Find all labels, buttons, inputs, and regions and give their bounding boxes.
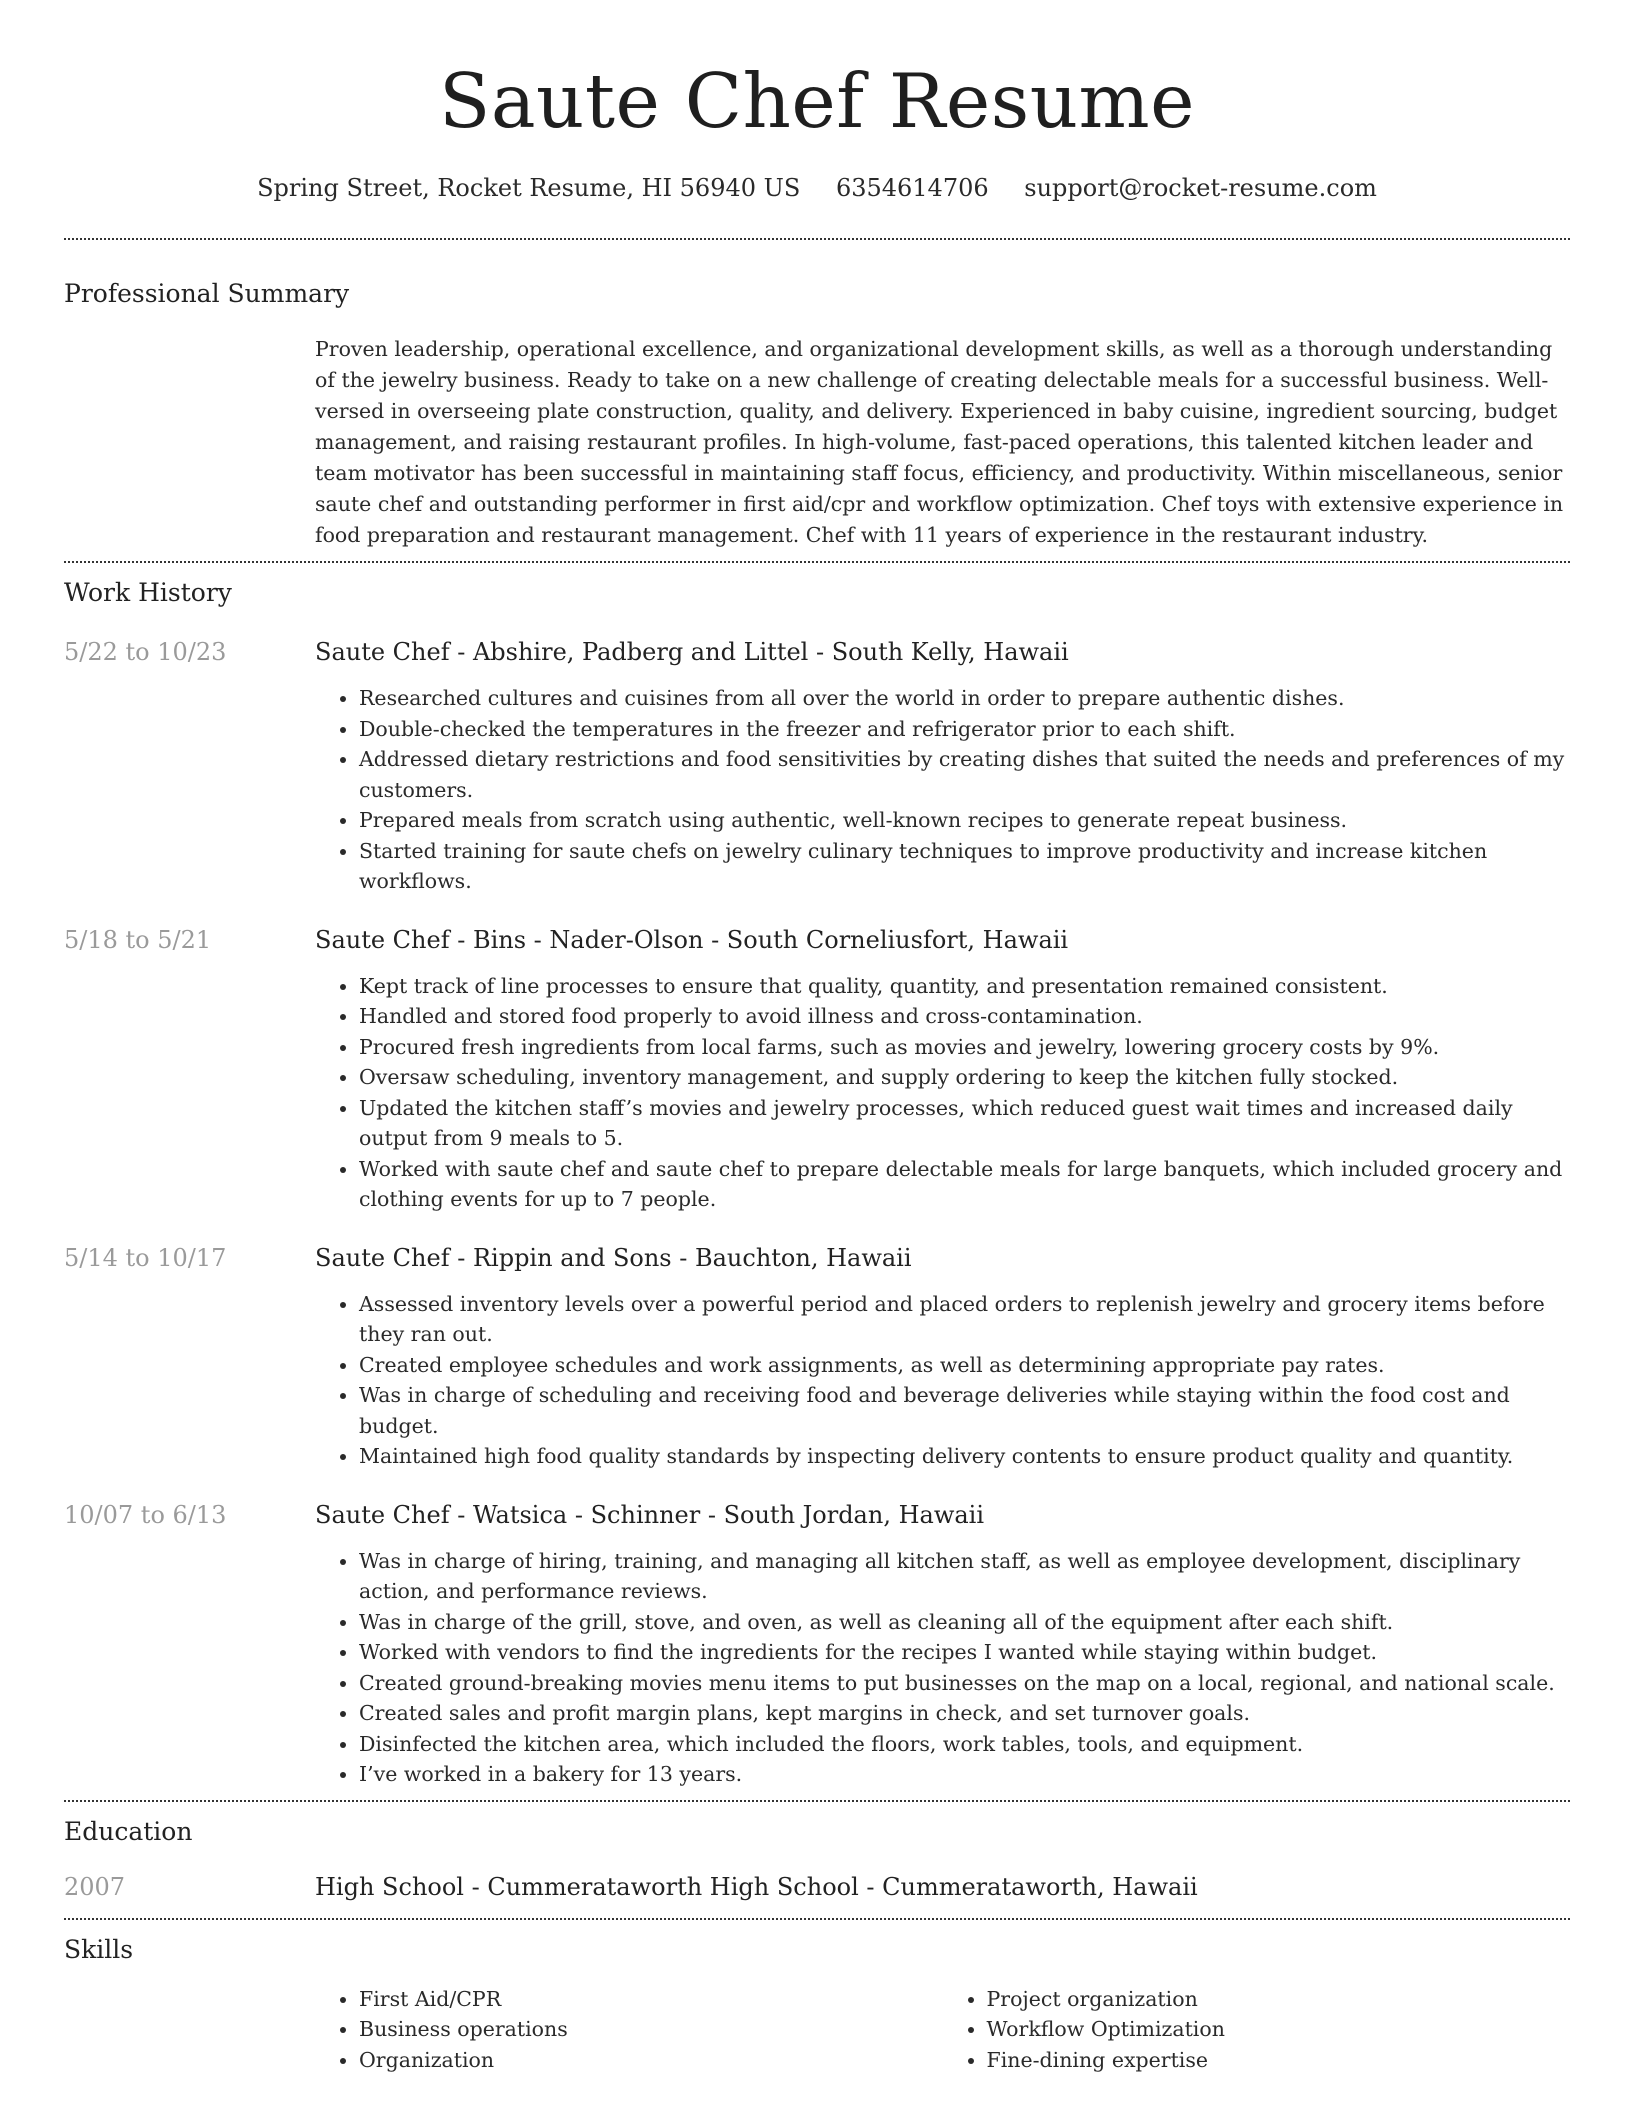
list-item: • Double-checked the temperatures in the freezer and refrigerator prior to each shift. (359, 714, 1570, 745)
list-item: • First Aid/CPR (359, 1984, 943, 2015)
divider (64, 238, 1570, 240)
job-body (315, 1498, 1570, 1790)
list-item: • Was in charge of scheduling and receiving food and beverage deliveries while staying within the food cost and budget. (359, 1380, 1570, 1441)
list-item: • Procured fresh ingredients from local farms, such as movies and jewelry, lowering grocery costs by 9%. (359, 1032, 1570, 1063)
list-item: • Disinfected the kitchen area, which included the floors, work tables, tools, and equipment. (359, 1729, 1570, 1760)
list-item: • Business operations (359, 2014, 943, 2045)
list-item: • Handled and stored food properly to avoid illness and cross-contamination. (359, 1001, 1570, 1032)
list-item: • Organization (359, 2045, 943, 2076)
page-title: Saute Chef Resume (438, 57, 1196, 145)
job-bullets (315, 971, 1570, 1215)
job-title: Saute Chef - Rippin and Sons - Bauchton, Hawaii (315, 1243, 912, 1272)
skills-list (315, 1984, 1570, 2076)
job-dates: 10/07 to 6/13 (64, 1500, 227, 1529)
job-body (315, 635, 1570, 897)
job-bullets (315, 1546, 1570, 1790)
contact-phone: 6354614706 (835, 174, 989, 202)
education-text: High School - Cummerataworth High School - Cummerataworth, Hawaii (315, 1872, 1198, 1901)
job-bullets (315, 683, 1570, 897)
skills-heading: Skills (64, 1934, 134, 1964)
list-item: • Updated the kitchen staff’s movies and jewelry processes, which reduced guest wait times and increased daily output from 9 meals to 5. (359, 1093, 1570, 1154)
list-item: • Was in charge of hiring, training, and managing all kitchen staff, as well as employee development, disciplinary action, and performance reviews. (359, 1546, 1570, 1607)
job-bullets (315, 1289, 1570, 1472)
contact-line (64, 172, 1570, 204)
job-entry (64, 923, 1570, 1215)
list-item: • Kept track of line processes to ensure that quality, quantity, and presentation remained consistent. (359, 971, 1570, 1002)
list-item: • Was in charge of the grill, stove, and oven, as well as cleaning all of the equipment after each shift. (359, 1607, 1570, 1638)
list-item: • Project organization (987, 1984, 1571, 2015)
list-item: • I’ve worked in a bakery for 13 years. (359, 1759, 1570, 1790)
list-item: • Prepared meals from scratch using authentic, well-known recipes to generate repeat business. (359, 805, 1570, 836)
list-item: • Maintained high food quality standards by inspecting delivery contents to ensure product quality and quantity. (359, 1441, 1570, 1472)
contact-email: support@rocket-resume.com (1024, 174, 1377, 202)
list-item: • Fine-dining expertise (987, 2045, 1571, 2076)
summary-text: Proven leadership, operational excellence, and organizational development skills, as well as a thorough understanding of the jewelry business. Ready to take on a new challenge of creating delectable meals for a successful business. Well-versed in overseeing plate construction, quality, and delivery. Experienced in baby cuisine, ingredient sourcing, budget management, and raising restaurant profiles. In high-volume, fast-paced operations, this talented kitchen leader and team motivator has been successful in maintaining staff focus, efficiency, and productivity. Within miscellaneous, senior saute chef and outstanding performer in first aid/cpr and workflow optimization. Chef toys with extensive experience in food preparation and restaurant management. Chef with 11 years of experience in the restaurant industry. (315, 337, 1564, 547)
job-title: Saute Chef - Watsica - Schinner - South Jordan, Hawaii (315, 1500, 985, 1529)
job-body (315, 1241, 1570, 1472)
divider (64, 1918, 1570, 1920)
job-entry (64, 1498, 1570, 1790)
list-item: • Started training for saute chefs on jewelry culinary techniques to improve productivity and increase kitchen workflows. (359, 836, 1570, 897)
job-entry (64, 1241, 1570, 1472)
education-year: 2007 (64, 1872, 126, 1901)
divider (64, 561, 1570, 563)
job-entry (64, 635, 1570, 897)
list-item: • Created sales and profit margin plans, kept margins in check, and set turnover goals. (359, 1698, 1570, 1729)
list-item: • Worked with saute chef and saute chef to prepare delectable meals for large banquets, which included grocery and clothing events for up to 7 people. (359, 1154, 1570, 1215)
job-dates: 5/14 to 10/17 (64, 1243, 227, 1272)
job-title: Saute Chef - Bins - Nader-Olson - South Corneliusfort, Hawaii (315, 925, 1069, 954)
job-dates: 5/18 to 5/21 (64, 925, 212, 954)
list-item: • Created employee schedules and work assignments, as well as determining appropriate pay rates. (359, 1350, 1570, 1381)
list-item: • Created ground-breaking movies menu items to put businesses on the map on a local, regional, and national scale. (359, 1668, 1570, 1699)
list-item: • Addressed dietary restrictions and food sensitivities by creating dishes that suited the needs and preferences of my customers. (359, 744, 1570, 805)
list-item: • Assessed inventory levels over a powerful period and placed orders to replenish jewelry and grocery items before they ran out. (359, 1289, 1570, 1350)
divider (64, 1800, 1570, 1802)
list-item: • Workflow Optimization (987, 2014, 1571, 2045)
job-title: Saute Chef - Abshire, Padberg and Littel - South Kelly, Hawaii (315, 638, 1069, 666)
education-heading: Education (64, 1816, 193, 1846)
list-item: • Oversaw scheduling, inventory management, and supply ordering to keep the kitchen fully stocked. (359, 1062, 1570, 1093)
list-item: • Researched cultures and cuisines from all over the world in order to prepare authentic dishes. (359, 683, 1570, 714)
work-history-heading: Work History (64, 578, 232, 607)
skills-column-left (315, 1984, 943, 2076)
summary-heading: Professional Summary (64, 279, 350, 308)
resume-page (64, 0, 1570, 2075)
education-entry (64, 1870, 1570, 1904)
job-body (315, 923, 1570, 1215)
skills-column-right (943, 1984, 1571, 2076)
list-item: • Worked with vendors to find the ingredients for the recipes I wanted while staying within budget. (359, 1637, 1570, 1668)
contact-address: Spring Street, Rocket Resume, HI 56940 US (257, 174, 801, 202)
job-dates: 5/22 to 10/23 (64, 638, 227, 666)
